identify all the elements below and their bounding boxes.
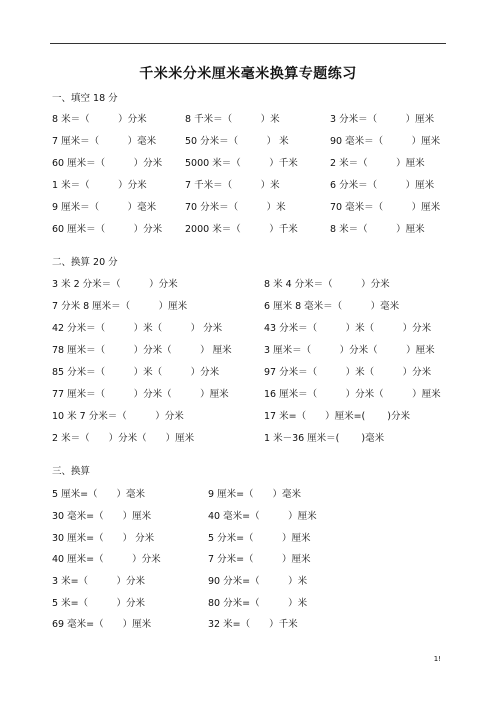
header-rule [50,43,446,44]
exercise-item: 70 分米＝（ ）米 [185,202,286,213]
exercise-item: 69 毫米=（ ）厘米 [52,619,152,630]
exercise-item: 9 厘米=（ ）毫米 [208,489,302,500]
exercise-item: 1 米－36 厘米＝( )毫米 [264,433,385,444]
exercise-row [52,133,452,147]
exercise-item: 8 米＝（ ）分米 [52,114,147,125]
exercise-row [52,199,452,213]
exercise-row [52,177,452,191]
exercise-item: 3 米=（ ）分米 [52,576,146,587]
exercise-row [52,111,452,125]
exercise-item: 60 厘米＝（ ）分米 [52,158,163,169]
exercise-row [52,486,452,500]
exercise-item: 70 毫米＝（ ）厘米 [330,202,441,213]
exercise-row [52,221,452,235]
exercise-row [52,430,452,444]
page-title: 千米米分米厘米毫米换算专题练习 [139,66,357,82]
section-heading-conversion: 二、换算 20 分 [52,257,118,268]
exercise-item: 8 米 4 分米＝（ ）分米 [264,279,390,290]
exercise-item: 42 分米＝（ ）米（ ） 分米 [52,323,223,334]
exercise-item: 5 米=（ ）分米 [52,598,146,609]
exercise-item: 10 米 7 分米＝（ ）分米 [52,411,184,422]
exercise-item: 8 米＝（ ）厘米 [330,224,425,235]
exercise-item: 3 厘米＝（ ）分米（ ）厘米 [264,345,435,356]
exercise-row [52,551,452,565]
exercise-item: 78 厘米＝（ ）分米（ ） 厘米 [52,345,232,356]
exercise-item: 32 米=（ ）千米 [208,619,298,630]
exercise-item: 1 米＝（ ）分米 [52,180,147,191]
exercise-item: 43 分米＝（ ）米（ ）分米 [264,323,432,334]
exercise-row [52,364,452,378]
exercise-item: 17 米=（ ）厘米=( )分米 [264,411,410,422]
exercise-row [52,342,452,356]
exercise-item: 9 厘米＝（ ）毫米 [52,202,157,213]
exercise-item: 7 厘米＝（ ）毫米 [52,136,157,147]
exercise-item: 3 米 2 分米＝（ ）分米 [52,279,178,290]
exercise-item: 90 毫米＝（ ）厘米 [330,136,441,147]
exercise-item: 6 分米＝（ ）厘米 [330,180,435,191]
exercise-item: 8 千米＝（ ）米 [185,114,280,125]
section-heading-convert: 三、换算 [52,466,91,477]
exercise-row [52,298,452,312]
exercise-item: 90 分米=（ ）米 [208,576,308,587]
exercise-item: 7 分米=（ ）厘米 [208,554,311,565]
exercise-row [52,573,452,587]
exercise-item: 60 厘米＝（ ）分米 [52,224,163,235]
exercise-item: 2000 米＝（ ）千米 [185,224,298,235]
exercise-item: 5 分米=（ ）厘米 [208,533,311,544]
page-number: 1! [433,655,441,663]
exercise-row [52,530,452,544]
exercise-row [52,595,452,609]
exercise-item: 2 米＝（ ）厘米 [330,158,425,169]
section-heading-fill-blanks: 一、填空 18 分 [52,93,118,104]
exercise-row [52,616,452,630]
exercise-item: 30 毫米=（ ）厘米 [52,511,152,522]
exercise-item: 97 分米＝（ ）米（ ）分米 [264,367,432,378]
exercise-item: 3 分米＝（ ）厘米 [330,114,435,125]
exercise-item: 5 厘米=（ ）毫米 [52,489,146,500]
exercise-item: 6 厘米 8 毫米＝（ ）毫米 [264,301,400,312]
exercise-row [52,276,452,290]
exercise-row [52,408,452,422]
exercise-item: 80 分米=（ ）米 [208,598,308,609]
exercise-item: 85 分米＝（ ）米（ ）分米 [52,367,220,378]
exercise-row [52,386,452,400]
exercise-row [52,508,452,522]
exercise-item: 40 厘米=（ ）分米 [52,554,161,565]
exercise-item: 2 米＝（ ）分米（ ）厘米 [52,433,195,444]
exercise-item: 50 分米＝（ ） 米 [185,136,289,147]
exercise-item: 40 毫米=（ ）厘米 [208,511,317,522]
exercise-item: 77 厘米＝（ ）分米（ ）厘米 [52,389,229,400]
exercise-row [52,155,452,169]
exercise-item: 30 厘米=（ ） 分米 [52,533,155,544]
exercise-item: 7 千米＝（ ）米 [185,180,280,191]
exercise-item: 5000 米＝（ ）千米 [185,158,298,169]
exercise-item: 16 厘米＝（ ）分米（ ）厘米 [264,389,441,400]
exercise-row [52,320,452,334]
exercise-item: 7 分米 8 厘米＝（ ）厘米 [52,301,188,312]
